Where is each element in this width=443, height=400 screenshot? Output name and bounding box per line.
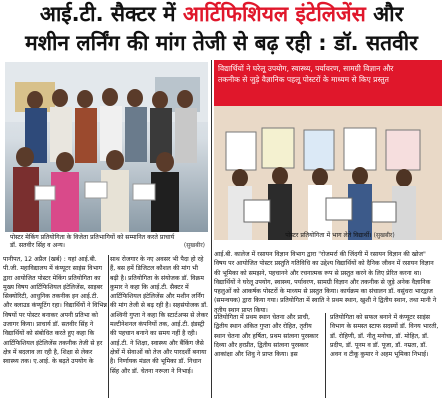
article-column-4: प्रतियोगिता में प्रथम स्थान चेतना और प्राची, द्वितीय स्थान अंकित गुप्ता और रोहित, तृतीय स्थान चेतना और हर्षिता, प्रथम सांत्वना पुरस्कार दिव्या और हरप्रीत, द्वितीय सांत्वना पुरस्कार आकांक्षा और शिवु ने प्राप्त किया। इस [214, 314, 319, 359]
left-photo-credit: (सुखबीर) [183, 242, 205, 249]
award-ceremony-photo [5, 62, 208, 232]
article-column-1: पानीपत, 12 अप्रैल (खर्ब) : यहां आई.बी. पी.जी. महाविद्यालय में कंप्यूटर साइंस विभाग द्वारा आयोजित पोस्टर मेकिंग प्रतियोगिता का मुख्य विषय आर्टिफिशियल इंटेलिजेंस, साइबर सिक्योरिटी, आधुनिक तकनीक इन आई.टी. और क्लाउड कंप्यूटिंग रहा। विद्यार्थियों ने विभिन्न विषयों पर पोस्टर बनाकर अपनी प्रतिभा को उजागर किया। प्राचार्य डॉ. सतवीर सिंह ने विद्यार्थियों को संबोधित करते हुए कहा कि आर्टिफिशियल इंटेलिजेंस तकनीक तेजी से हर क्षेत्र में बदलाव ला रही है, शिक्षा से लेकर स्वास्थ्य तक। ए.आई. के बढ़ते उपयोग के [3, 256, 107, 366]
headline-line1-start: आई.टी. सैक्टर में [39, 2, 176, 26]
column-divider [108, 255, 109, 398]
headline-line2: मशीन लर्निंग की मांग तेजी से बढ़ रही : डॉ. सतवीर [25, 31, 418, 55]
left-caption-line2: डॉ. सतवीर सिंह व अन्य। [10, 242, 66, 249]
headline-line1-end: और [373, 2, 404, 26]
headline [0, 0, 443, 58]
article-column-5: प्रतियोगिता को सफल बनाने में कंप्यूटर साइंस विभाग के समस्त स्टाफ सदस्यों डॉ. विनय भारती, डॉ. रोहिणी, डॉ. नीतू मनोचा, डॉ. मोहित, डॉ. प्रदीप, डॉ. पूनम व डॉ. पूजा, डॉ. नम्रता, डॉ. अवन व टीकू कुमार ने अहम भूमिका निभाई। [330, 314, 439, 359]
award-ceremony-illustration [5, 62, 208, 232]
right-photo-caption [240, 232, 440, 240]
section-divider [211, 60, 212, 398]
banner-line2: तकनीक से जुड़े वैज्ञानिक पहलू पोस्टरों के माध्यम से किए प्रस्तुत [218, 75, 389, 84]
highlight-banner [214, 60, 442, 106]
headline-line1-highlight: आर्टिफिशियल इंटेलिजेंस [182, 2, 366, 26]
article2-lead-paragraph: आई.बी. कालेज में रसायन विज्ञान विभाग द्वारा "रोजमर्रा की जिंदगी में रसायन विज्ञान की खोज" विषय पर आयोजित पोस्टर प्रस्तुति गतिविधि का उद्देश्य विद्यार्थियों को दैनिक जीवन में रसायन विज्ञान की भूमिका को समझने, पहचानने और रचनात्मक रूप से प्रस्तुत करने के लिए प्रेरित करना था। विद्यार्थियों ने घरेलू उपयोग, स्वास्थ्य, पर्यावरण, सामग्री विज्ञान और तकनीक से जुड़े अनेक वैज्ञानिक पहलुओं को आकर्षक पोस्टरों के माध्यम से प्रस्तुत किया। कार्यक्रम का संचालन डॉ. वसुंधरा भारद्वाज (समन्वयक) द्वारा किया गया। प्रतियोगिता में स्वाति ने प्रथम स्थान, खुशी ने द्वितीय स्थान, तथा मानी ने तृतीय स्थान प्राप्त किया। [214, 251, 437, 314]
headline-line1 [0, 0, 443, 29]
banner-line1: विद्यार्थियों ने घरेलू उपयोग, स्वास्थ्य, पर्यावरण, सामग्री विज्ञान और [218, 64, 394, 73]
right-caption-text: पोस्टर प्रतियोगिता में भाग लेते विद्यार्थी। [285, 232, 372, 239]
left-caption-line1: पोस्टर मेकिंग प्रतियोगिता के विजेता प्रतिभागियों को सम्मानित करते प्राचार्य [10, 234, 175, 241]
column-divider-right [325, 313, 326, 398]
left-photo-caption [10, 234, 205, 250]
article-column-2: साथ रोजगार के नए अवसर भी पैदा हो रहे हैं, बस हमें डिजिटल कौशल की मांग भी बढ़ी है। प्रतियोगिता के संयोजक डॉ. विक्रम कुमार ने कहा कि आई.टी. सैक्टर में आर्टिफिशियल इंटेलिजेंस और मशीन लर्निंग की मांग तेजी से बढ़ रही है। सहसंयोजक डॉ. अश्विनी गुप्ता ने कहा कि स्टार्टअप्स से लेकर मल्टीनेशनल कंपनियों तक, आई.टी. इंडस्ट्री की पहचान बनाने का समय नहीं है रही। आई.टी. ने शिक्षा, स्वास्थ्य और बैंकिंग जैसे क्षेत्रों में सेवाओं को तेज और पारदर्शी बनाया है। निर्णायक मंडल की भूमिका डॉ. निधान सिंह और डॉ. चेतना नरूला ने निभाई। [110, 256, 208, 375]
right-photo-credit: (सुखबीर) [373, 232, 395, 239]
